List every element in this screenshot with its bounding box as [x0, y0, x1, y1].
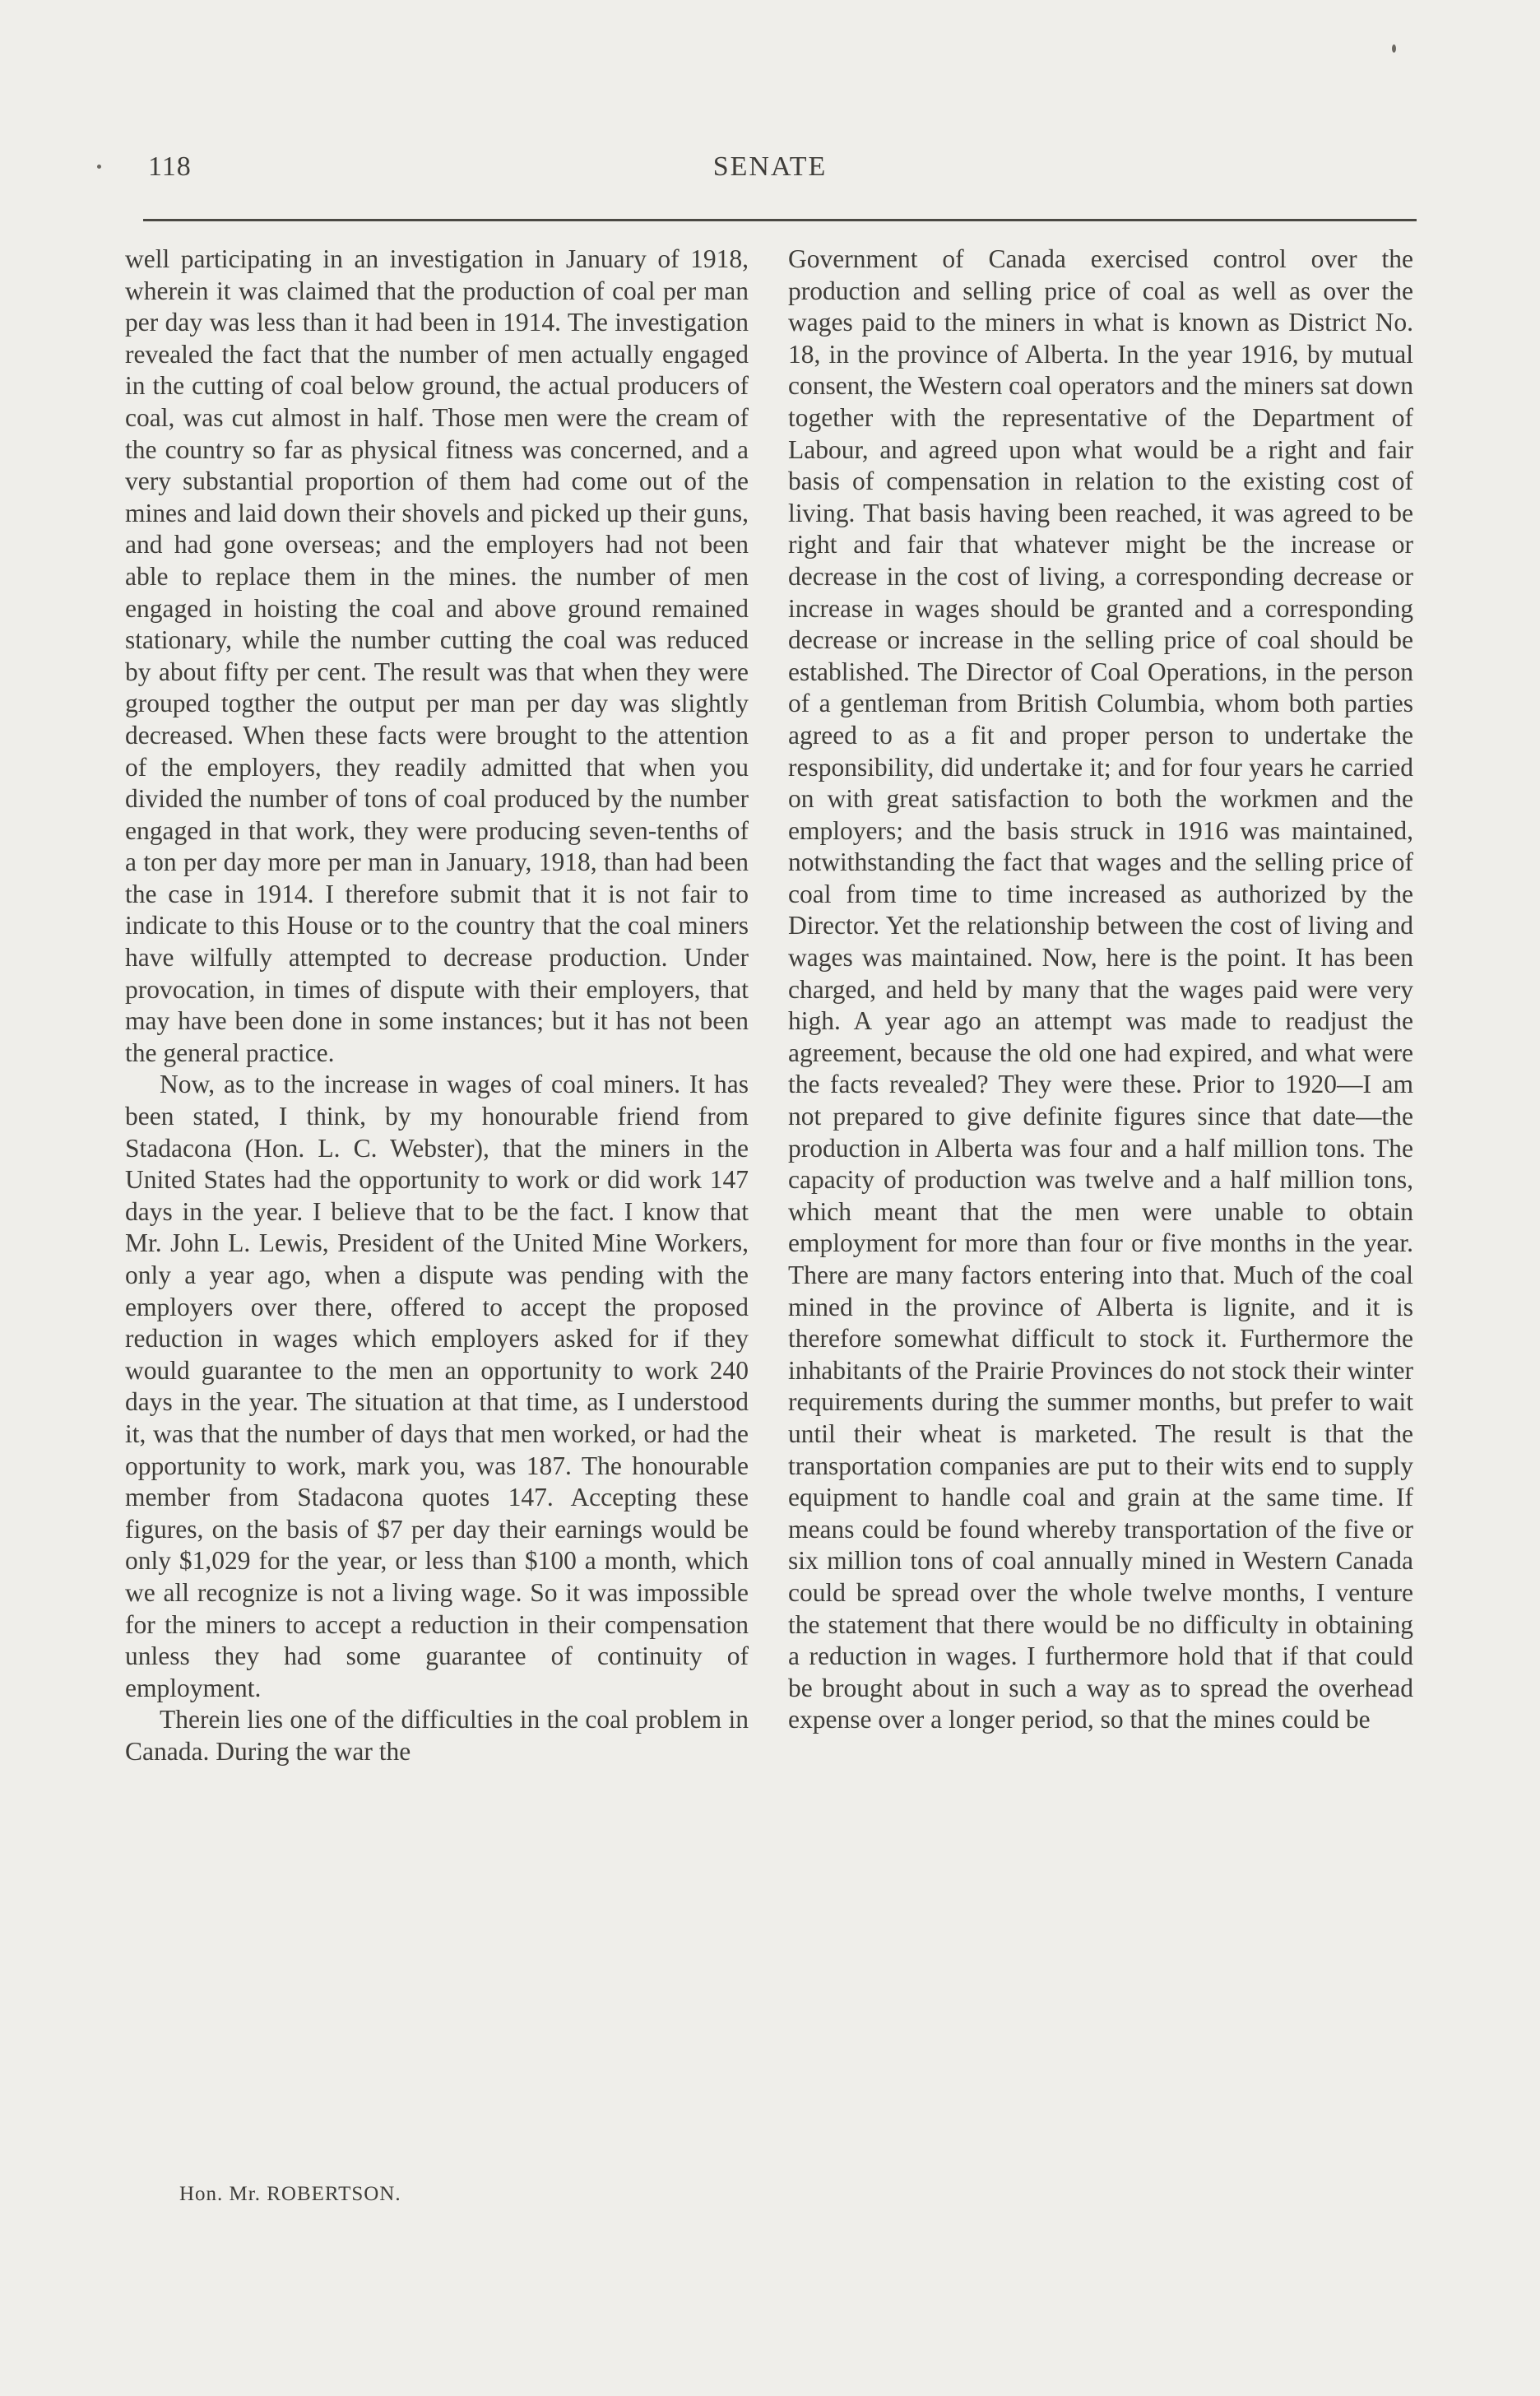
paragraph: Now, as to the increase in wages of coal miners. It has been stated, I think, by my honourable friend from Stadacona (Hon. L. C. Webster), that the miners in the United States had the opportunity to work or did work 147 days in the year. I believe that to be the fact. I know that Mr. John L. Lewis, President of the United Mine Workers, only a year ago, when a dispute was pending with the employers over there, offered to accept the proposed reduction in wages which employers asked for if they would guarantee to the men an opportunity to work 240 days in the year. The situation at that time, as I understood it, was that the number of days that men worked, or had the opportunity to work, mark you, was 187. The honourable member from Stadacona quotes 147. Accepting these figures, on the basis of $7 per day their earnings would be only $1,029 for the year, or less than $100 a month, which we all recognize is not a living wage. So it was impossible for the miners to accept a reduction in their compensation unless they had some guarantee of continuity of employment. [125, 1070, 749, 1702]
ink-speck [97, 165, 101, 169]
paragraph: Government of Canada exercised control over the production and selling price of coal as well as over the wages paid to the miners in what is known as District No. 18, in the province of Alberta. In the year 1916, by mutual consent, the Western coal operators and the miners sat down together with the representative of the Department of Labour, and agreed upon what would be a right and fair basis of compensation in relation to the existing cost of living. That basis having been reached, it was agreed to be right and fair that whatever might be the increase or decrease in the cost of living, a corresponding decrease or increase in wages should be granted and a corresponding decrease or increase in the selling price of coal should be established. The Director of Coal Operations, in the person of a gentleman from British Columbia, whom both parties agreed to as a fit and proper person to undertake the responsibility, did undertake it; and for four years he carried on with great satisfaction to both the workmen and the employers; and the basis struck in 1916 was maintained, notwithstanding the fact that wages and the selling price of coal from time to time increased as authorized by the Director. Yet the relationship between the cost of living and wages was maintained. Now, here is the point. It has been charged, and held by many that the wages paid were very high. A year ago an attempt was made to readjust the agreement, because the old one had expired, and what were the facts revealed? They were these. Prior to 1920—I am not prepared to give definite figures since that date—the production in Alberta was four and a half million tons. The capacity of production was twelve and a half million tons, which meant that the men were unable to obtain employment for more than four or five months in the year. There are many factors entering into that. Much of the coal mined in the province of Alberta is lignite, and it is therefore somewhat difficult to stock it. Furthermore the inhabitants of the Prairie Provinces do not stock their winter requirements during the summer months, but prefer to wait until their wheat is marketed. The result is that the transportation companies are put to their wits end to supply equipment to handle coal and grain at the same time. If means could be found whereby transportation of the five or six million tons of coal annually mined in Western Canada could be spread over the whole twelve months, I venture the statement that there would be no difficulty in obtaining a reduction in wages. I furthermore hold that if that could be brought about in such a way as to spread the overhead expense over a longer period, so that the mines could be [788, 244, 1413, 1734]
header-rule [143, 219, 1417, 221]
running-head: SENATE [712, 151, 828, 182]
paragraph: well participating in an investigation in January of 1918, wherein it was claimed that the production of coal per man per day was less than it had been in 1914. The investigation revealed the fact that the number of men actually engaged in the cutting of coal below ground, the actual producers of coal, was cut almost in half. Those men were the cream of the country so far as physical fitness was concerned, and a very substantial proportion of them had come out of the mines and laid down their shovels and picked up their guns, and had gone overseas; and the employers had not been able to replace them in the mines. the number of men engaged in hoisting the coal and above ground remained stationary, while the number cutting the coal was reduced by about fifty per cent. The result was that when they were grouped togther the output per man per day was slightly decreased. When these facts were brought to the attention of the employers, they readily admitted that when you divided the number of tons of coal produced by the number engaged in that work, they were producing seven-tenths of a ton per day more per man in January, 1918, than had been the case in 1914. I therefore submit that it is not fair to indicate to this House or to the country that the coal miners have wilfully attempted to decrease production. Under provocation, in times of dispute with their employers, that may have been done in some instances; but it has not been the general practice. [125, 244, 749, 1067]
ink-speck [1392, 44, 1396, 53]
right-column [788, 244, 1413, 1736]
left-column [125, 244, 749, 1768]
paragraph: Therein lies one of the difficulties in the coal problem in Canada. During the war the [125, 1705, 749, 1766]
footer-speaker-name: Hon. Mr. ROBERTSON. [179, 2183, 401, 2205]
page-number: 118 [148, 151, 192, 182]
